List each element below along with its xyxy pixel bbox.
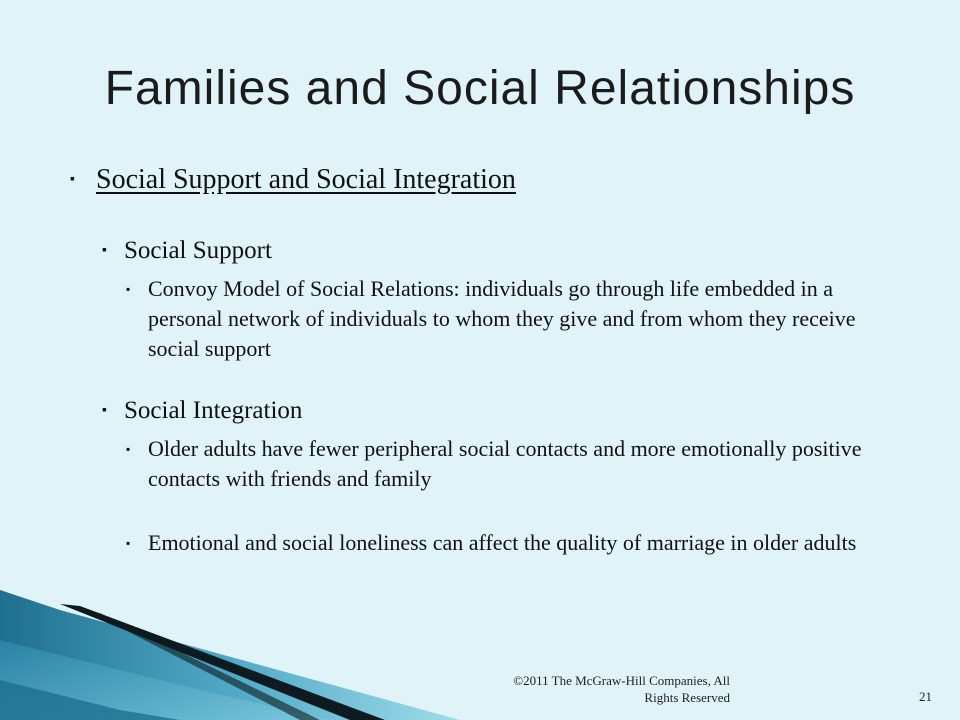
list-item-text: Older adults have fewer peripheral social contacts and more emotionally positive contacts with friends and family <box>148 436 862 491</box>
section-social-support <box>102 234 890 268</box>
square-bullet-icon: ▪ <box>102 403 107 418</box>
list-item <box>126 274 890 364</box>
page-number: 21 <box>919 689 932 704</box>
copyright-line-2: Rights Reserved <box>644 690 730 705</box>
square-bullet-icon: ▪ <box>102 243 107 258</box>
section-label: Social Support <box>124 237 272 264</box>
square-bullet-icon: ▪ <box>126 442 131 456</box>
section-social-integration <box>102 394 890 428</box>
main-heading: Social Support and Social Integration <box>96 164 516 195</box>
list-item <box>126 434 890 494</box>
slide-body <box>70 160 890 558</box>
square-bullet-icon: ▪ <box>70 172 75 187</box>
section-label: Social Integration <box>124 397 303 424</box>
main-heading-row <box>70 160 890 200</box>
list-item-text: Convoy Model of Social Relations: individuals go through life embedded in a personal network of individuals to whom they give and from whom they receive social support <box>148 276 856 361</box>
list-item <box>126 528 890 558</box>
copyright-note <box>420 672 730 706</box>
slide-title: Families and Social Relationships <box>104 62 856 115</box>
square-bullet-icon: ▪ <box>126 536 131 550</box>
square-bullet-icon: ▪ <box>126 282 131 296</box>
list-item-text: Emotional and social loneliness can affect the quality of marriage in older adults <box>148 530 857 555</box>
decorative-wedge-icon <box>0 570 460 720</box>
copyright-line-1: ©2011 The McGraw-Hill Companies, All <box>513 673 730 688</box>
